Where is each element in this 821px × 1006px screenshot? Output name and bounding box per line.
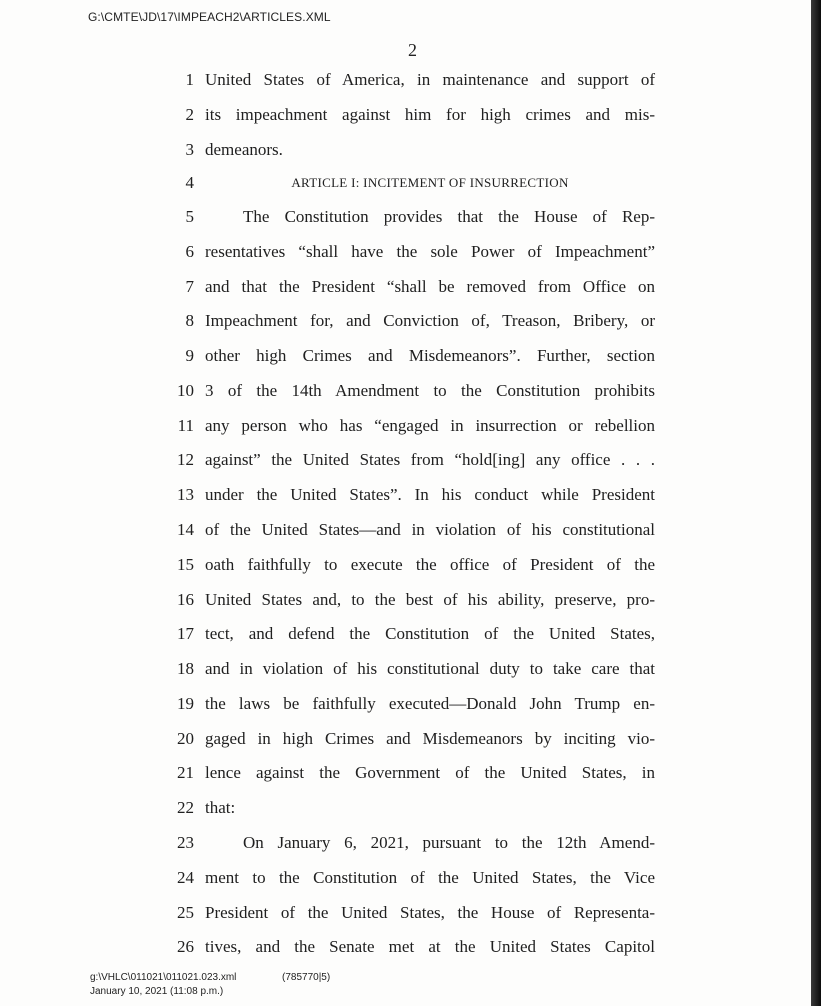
line-number: 12 bbox=[177, 450, 194, 469]
document-line bbox=[0, 202, 811, 232]
document-line bbox=[0, 724, 811, 754]
document-line bbox=[0, 550, 811, 580]
line-number: 25 bbox=[177, 903, 194, 922]
line-number: 9 bbox=[185, 346, 194, 365]
line-number: 19 bbox=[177, 694, 194, 713]
line-number: 26 bbox=[177, 937, 194, 956]
line-text: and in violation of his constitutional duty to take care that bbox=[205, 659, 655, 678]
document-line bbox=[0, 515, 811, 545]
line-text: 3 of the 14th Amendment to the Constitution prohibits bbox=[205, 381, 655, 400]
document-line bbox=[0, 237, 811, 267]
document-line bbox=[0, 480, 811, 510]
line-text: The Constitution provides that the House of Rep- bbox=[243, 207, 655, 226]
line-number: 13 bbox=[177, 485, 194, 504]
document-line bbox=[0, 65, 811, 95]
line-number: 10 bbox=[177, 381, 194, 400]
article-heading: ARTICLE I: INCITEMENT OF INSURRECTION bbox=[291, 175, 569, 190]
line-number: 21 bbox=[177, 763, 194, 782]
line-text: On January 6, 2021, pursuant to the 12th Amend- bbox=[243, 833, 655, 852]
footer-document-id: (785770|5) bbox=[282, 972, 331, 983]
line-number: 24 bbox=[177, 868, 194, 887]
document-line bbox=[0, 445, 811, 475]
document-line bbox=[0, 654, 811, 684]
line-text: Impeachment for, and Conviction of, Treason, Bribery, or bbox=[205, 311, 655, 330]
line-text: lence against the Government of the United States, in bbox=[205, 763, 655, 782]
line-text: of the United States—and in violation of his constitutional bbox=[205, 520, 655, 539]
line-number: 16 bbox=[177, 590, 194, 609]
line-text: its impeachment against him for high crimes and mis- bbox=[205, 105, 655, 124]
document-line bbox=[0, 932, 811, 962]
line-number: 22 bbox=[177, 798, 194, 817]
line-number: 3 bbox=[185, 140, 194, 159]
dark-edge-border bbox=[811, 0, 821, 1006]
line-number: 18 bbox=[177, 659, 194, 678]
line-text: tect, and defend the Constitution of the United States, bbox=[205, 624, 655, 643]
line-number: 6 bbox=[185, 242, 194, 261]
line-number: 5 bbox=[185, 207, 194, 226]
line-number: 4 bbox=[185, 173, 194, 192]
line-text: any person who has “engaged in insurrection or rebellion bbox=[205, 416, 655, 435]
document-line bbox=[0, 828, 811, 858]
document-line bbox=[0, 135, 811, 165]
document-line bbox=[0, 898, 811, 928]
line-text: gaged in high Crimes and Misdemeanors by inciting vio- bbox=[205, 729, 655, 748]
document-line bbox=[0, 306, 811, 336]
line-number: 20 bbox=[177, 729, 194, 748]
line-text: and that the President “shall be removed from Office on bbox=[205, 277, 655, 296]
line-number: 1 bbox=[185, 70, 194, 89]
document-line bbox=[0, 689, 811, 719]
line-text: resentatives “shall have the sole Power of Impeachment” bbox=[205, 242, 655, 261]
line-text: United States and, to the best of his ability, preserve, pro- bbox=[205, 590, 655, 609]
document-line bbox=[0, 168, 811, 198]
document-line bbox=[0, 341, 811, 371]
file-path-header: G:\CMTE\JD\17\IMPEACH2\ARTICLES.XML bbox=[88, 10, 331, 24]
line-text: against” the United States from “hold[ing] any office . . . bbox=[205, 450, 655, 469]
document-line bbox=[0, 100, 811, 130]
document-line bbox=[0, 619, 811, 649]
document-line bbox=[0, 793, 811, 823]
line-text: tives, and the Senate met at the United States Capitol bbox=[205, 937, 655, 956]
line-number: 7 bbox=[185, 277, 194, 296]
line-text: President of the United States, the House of Representa- bbox=[205, 903, 655, 922]
line-text: United States of America, in maintenance and support of bbox=[205, 70, 655, 89]
document-line bbox=[0, 411, 811, 441]
footer-file-path: g:\VHLC\011021\011021.023.xml bbox=[90, 972, 237, 983]
footer-date: January 10, 2021 (11:08 p.m.) bbox=[90, 986, 224, 997]
line-number: 11 bbox=[177, 416, 194, 435]
line-text: oath faithfully to execute the office of President of the bbox=[205, 555, 655, 574]
document-line bbox=[0, 585, 811, 615]
line-text: that: bbox=[205, 798, 236, 817]
line-text: other high Crimes and Misdemeanors”. Further, section bbox=[205, 346, 655, 365]
line-text: under the United States”. In his conduct while President bbox=[205, 485, 655, 504]
document-line bbox=[0, 272, 811, 302]
document-line bbox=[0, 376, 811, 406]
line-number: 17 bbox=[177, 624, 194, 643]
line-number: 15 bbox=[177, 555, 194, 574]
page-number: 2 bbox=[408, 40, 417, 60]
line-text: the laws be faithfully executed—Donald John Trump en- bbox=[205, 694, 655, 713]
line-number: 14 bbox=[177, 520, 194, 539]
line-text: demeanors. bbox=[205, 140, 283, 159]
document-line bbox=[0, 863, 811, 893]
line-number: 23 bbox=[177, 833, 194, 852]
line-text: ment to the Constitution of the United States, the Vice bbox=[205, 868, 655, 887]
line-number: 2 bbox=[185, 105, 194, 124]
line-number: 8 bbox=[185, 311, 194, 330]
document-line bbox=[0, 758, 811, 788]
